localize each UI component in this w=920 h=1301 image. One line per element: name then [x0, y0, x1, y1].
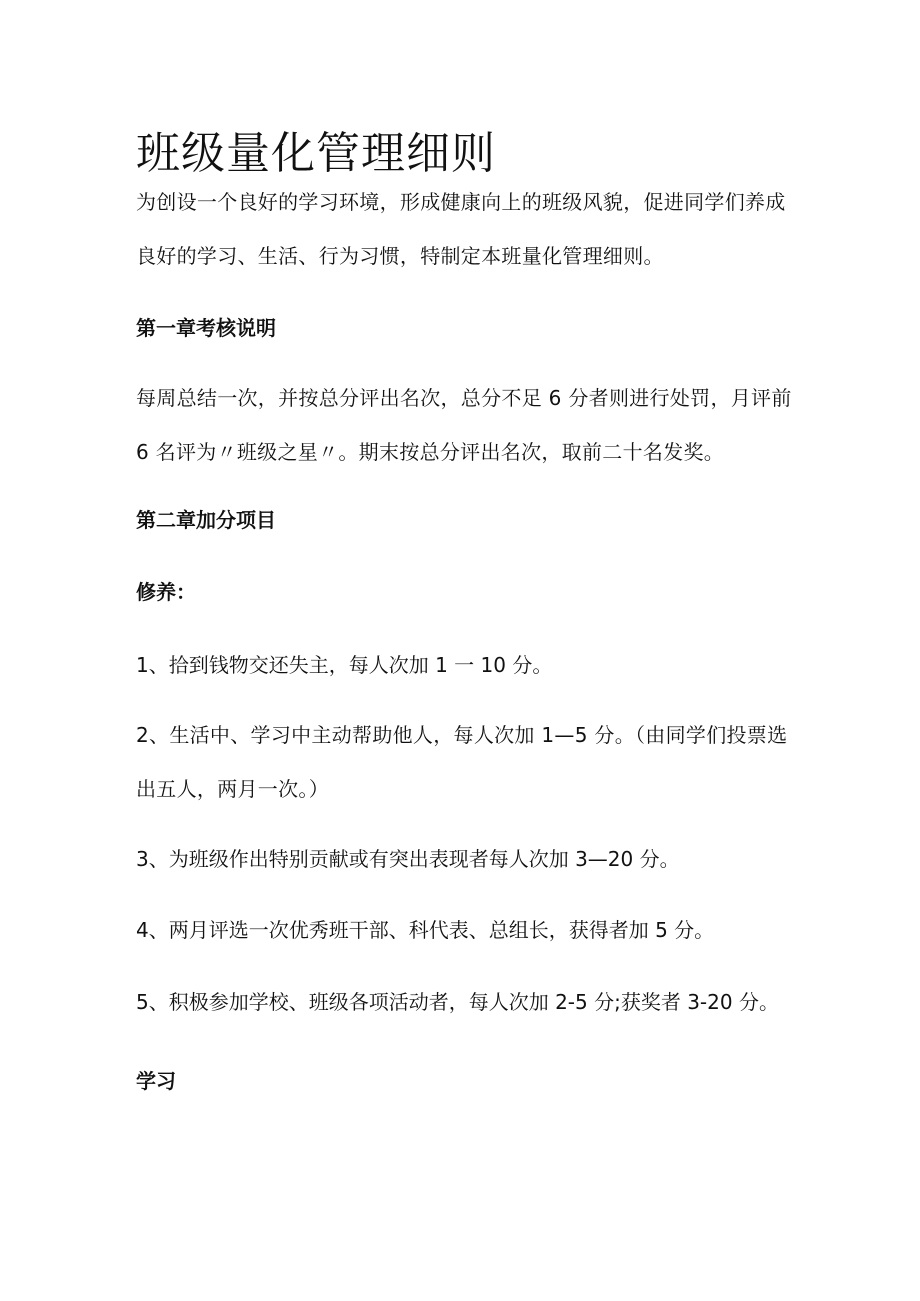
- intro-paragraph: 为创设一个良好的学习环境，形成健康向上的班级风貌，促进同学们养成良好的学习、生活、行为习惯，特制定本班量化管理细则。: [136, 190, 786, 268]
- list-item: 4、两月评选一次优秀班干部、科代表、总组长，获得者加 5 分。: [136, 918, 715, 942]
- list-item: 2、生活中、学习中主动帮助他人，每人次加 1—5 分。（由同学们投票选出五人，两月一次。）: [136, 723, 788, 801]
- list-item: 1、拾到钱物交还失主，每人次加 1 一 10 分。: [136, 653, 553, 677]
- list-item: 3、为班级作出特别贡献或有突出表现者每人次加 3—20 分。: [136, 847, 680, 871]
- chapter-2-heading: 第二章加分项目: [136, 508, 276, 532]
- chapter-1-body: 每周总结一次，并按总分评出名次，总分不足 6 分者则进行处罚，月评前 6 名评为〃班级之星〃。期末按总分评出名次，取前二十名发奖。: [136, 386, 792, 464]
- document-title: 班级量化管理细则: [136, 128, 496, 179]
- list-item: 5、积极参加学校、班级各项活动者，每人次加 2-5 分;获奖者 3-20 分。: [136, 990, 779, 1014]
- section-cultivation-heading: 修养：: [136, 580, 196, 604]
- chapter-1-heading: 第一章考核说明: [136, 316, 276, 340]
- section-study-heading: 学习: [136, 1069, 176, 1093]
